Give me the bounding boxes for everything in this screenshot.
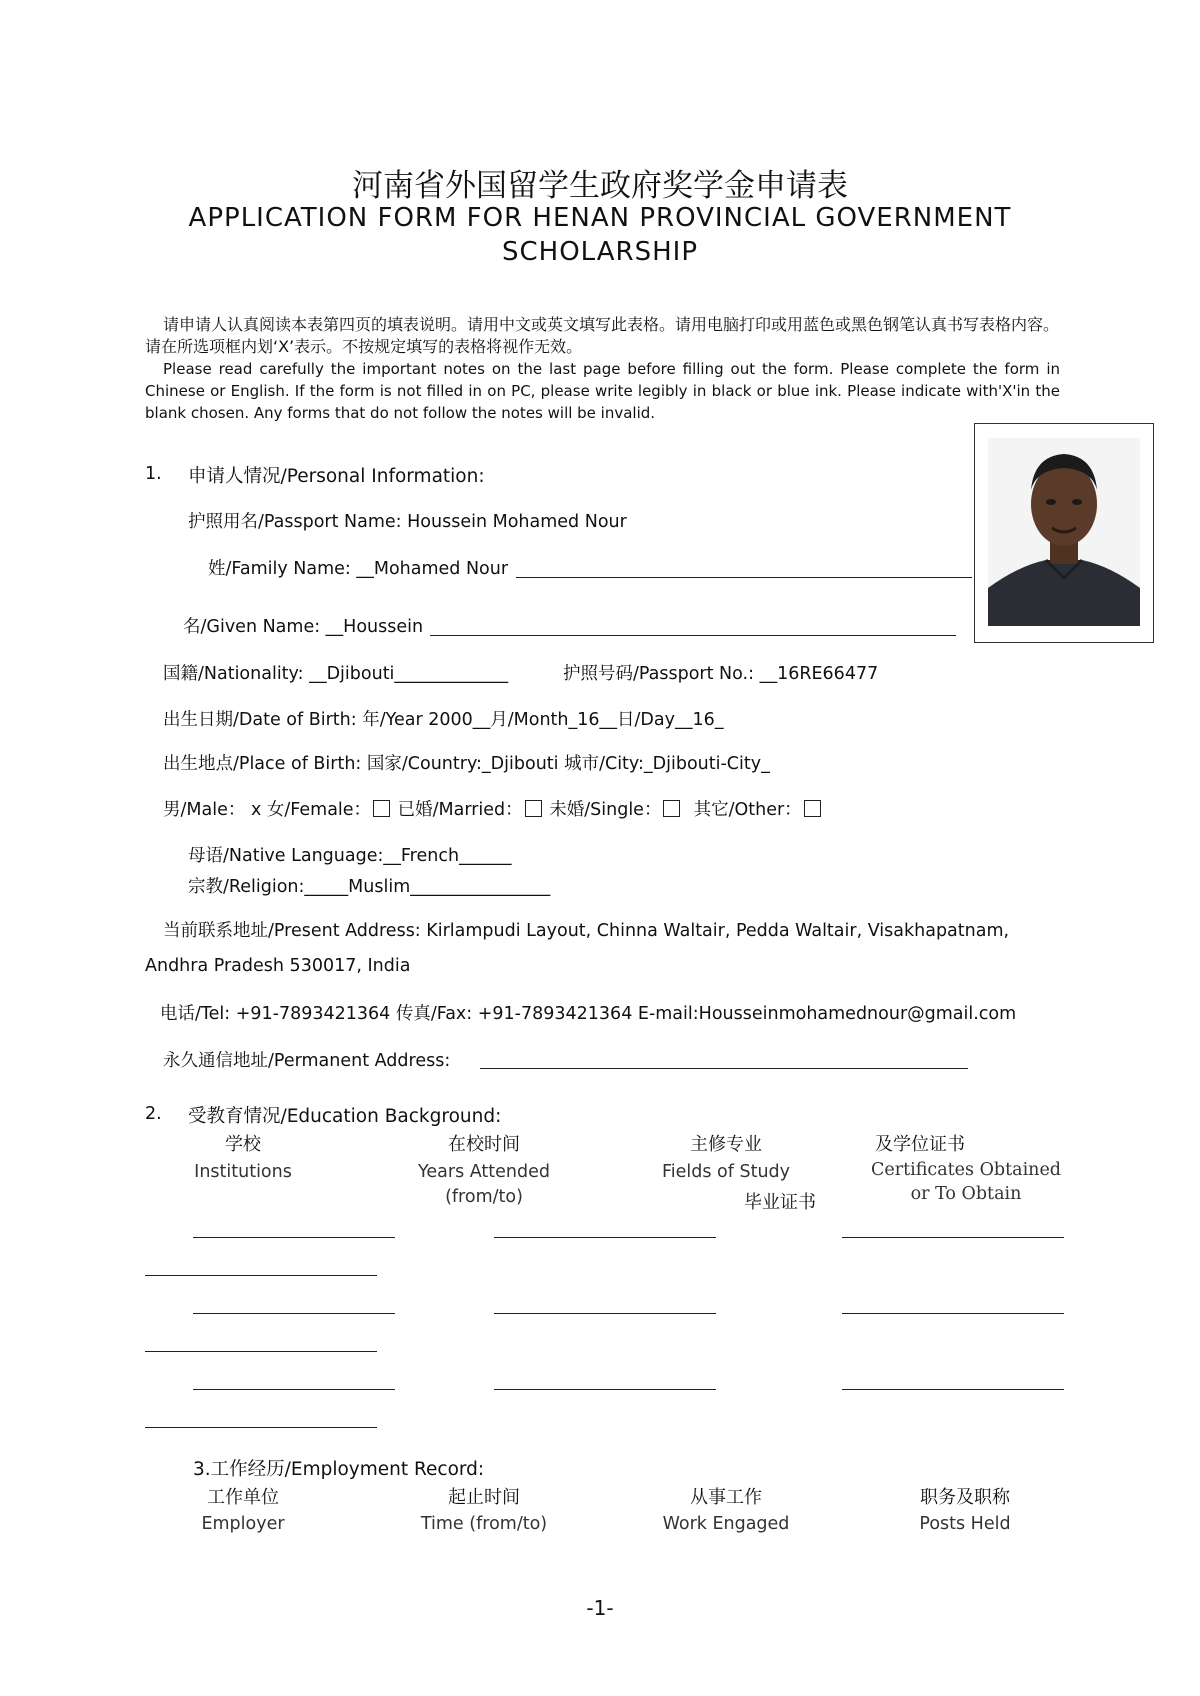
place-of-birth-field: 出生地点/Place of Birth: 国家/Country:_Djibouti 城市/City:_Djibouti-City_ [163,754,770,774]
page-number: -1- [586,1596,614,1620]
edu-col-certificates-en-sub: or To Obtain [910,1184,1022,1204]
passport-name-field: 护照用名/Passport Name: Houssein Mohamed Nour [188,512,627,532]
date-of-birth-field: 出生日期/Date of Birth: 年/Year 2000__月/Month_16__日/Day__16_ [163,710,724,730]
edu-row3-years[interactable] [494,1388,716,1390]
married-checkbox[interactable] [525,800,542,817]
edu-col-institutions-en: Institutions [194,1162,292,1182]
contact-info: 电话/Tel: +91-7893421364 传真/Fax: +91-7893421364 E-mail:Housseinmohamednour@gmail.com [160,1004,1017,1024]
edu-col-institutions-cn: 学校 [225,1134,261,1155]
male-label: 男/Male： [163,800,246,820]
edu-row2-institution[interactable] [193,1312,395,1314]
edu-col-years-en: Years Attended [418,1162,550,1182]
section1-heading: 申请人情况/Personal Information: [188,466,485,487]
section2-heading: 受教育情况/Education Background: [188,1106,502,1127]
family-name-field: 姓/Family Name: __Mohamed Nour [208,559,509,579]
edu-row1-certificate[interactable] [842,1236,1064,1238]
edu-row3-institution[interactable] [193,1388,395,1390]
edu-col-years-en-sub: (from/to) [445,1187,523,1207]
single-checkbox[interactable] [663,800,680,817]
single-label: 未婚/Single： [549,800,662,820]
other-checkbox[interactable] [804,800,821,817]
form-title-english-line1: APPLICATION FORM FOR HENAN PROVINCIAL GOVERNMENT [188,203,1012,233]
emp-col-time-en: Time (from/to) [420,1514,548,1534]
religion-field: 宗教/Religion:_____Muslim________________ [188,877,551,897]
edu-row3-certificate[interactable] [842,1388,1064,1390]
edu-col-certificates-en: Certificates Obtained [870,1160,1062,1180]
edu-row3-field[interactable] [145,1426,377,1428]
edu-col-fields-en: Fields of Study [661,1162,791,1182]
passport-number-field: 护照号码/Passport No.: __16RE66477 [563,664,879,684]
male-checkmark: x [250,800,262,820]
applicant-photo [988,438,1140,626]
instructions-english: Please read carefully the important notes on the last page before filling out the form. Please complete the form in Chinese or English. If the form is not filled in on PC, please write legibly in black or blue ink. Please indicate with'X'in the blank chosen. Any forms that do not follow the notes will be invalid. [145,360,1060,422]
edu-col-years-cn: 在校时间 [448,1134,520,1155]
permanent-address-underline [480,1067,968,1069]
instructions-chinese: 请申请人认真阅读本表第四页的填表说明。请用中文或英文填写此表格。请用电脑打印或用蓝色或黑色钢笔认真书写表格内容。请在所选项框内划‘X’表示。不按规定填写的表格将视作无效。 [145,315,1060,356]
edu-col-degree-cn: 及学位证书 [875,1134,965,1155]
edu-col-certificate-cn: 毕业证书 [744,1192,816,1213]
emp-col-work-en: Work Engaged [662,1514,790,1534]
female-label: 女/Female： [266,800,372,820]
section3-heading: 3.工作经历/Employment Record: [193,1459,485,1480]
section1-number: 1. [145,464,162,484]
present-address-line2: Andhra Pradesh 530017, India [145,956,411,976]
family-name-underline [516,576,972,578]
emp-col-employer-en: Employer [201,1514,285,1534]
edu-row1-institution[interactable] [193,1236,395,1238]
applicant-photo-frame [974,423,1154,643]
edu-row2-certificate[interactable] [842,1312,1064,1314]
permanent-address-label: 永久通信地址/Permanent Address: [163,1051,451,1071]
given-name-underline [430,634,956,636]
form-title-english-line2: SCHOLARSHIP [501,237,698,267]
instructions [145,314,1060,424]
edu-row1-years[interactable] [494,1236,716,1238]
female-checkbox[interactable] [373,800,390,817]
section2-number: 2. [145,1104,162,1124]
given-name-field: 名/Given Name: __Houssein [183,617,424,637]
edu-row1-field[interactable] [145,1274,377,1276]
other-label: 其它/Other： [693,800,802,820]
edu-row2-years[interactable] [494,1312,716,1314]
gender-marital-row [163,796,823,821]
emp-col-posts-en: Posts Held [919,1514,1011,1534]
emp-col-posts-cn: 职务及职称 [920,1487,1010,1508]
married-label: 已婚/Married： [397,800,523,820]
edu-row2-field[interactable] [145,1350,377,1352]
emp-col-time-cn: 起止时间 [448,1487,520,1508]
native-language-field: 母语/Native Language:__French______ [188,846,512,866]
emp-col-work-cn: 从事工作 [690,1487,762,1508]
emp-col-employer-cn: 工作单位 [207,1487,279,1508]
form-title-chinese: 河南省外国留学生政府奖学金申请表 [352,168,848,204]
present-address-line1: 当前联系地址/Present Address: Kirlampudi Layout, Chinna Waltair, Pedda Waltair, Visakhapatnam, [163,921,1010,941]
nationality-field: 国籍/Nationality: __Djibouti_____________ [163,664,509,684]
edu-col-fields-cn: 主修专业 [690,1134,762,1155]
